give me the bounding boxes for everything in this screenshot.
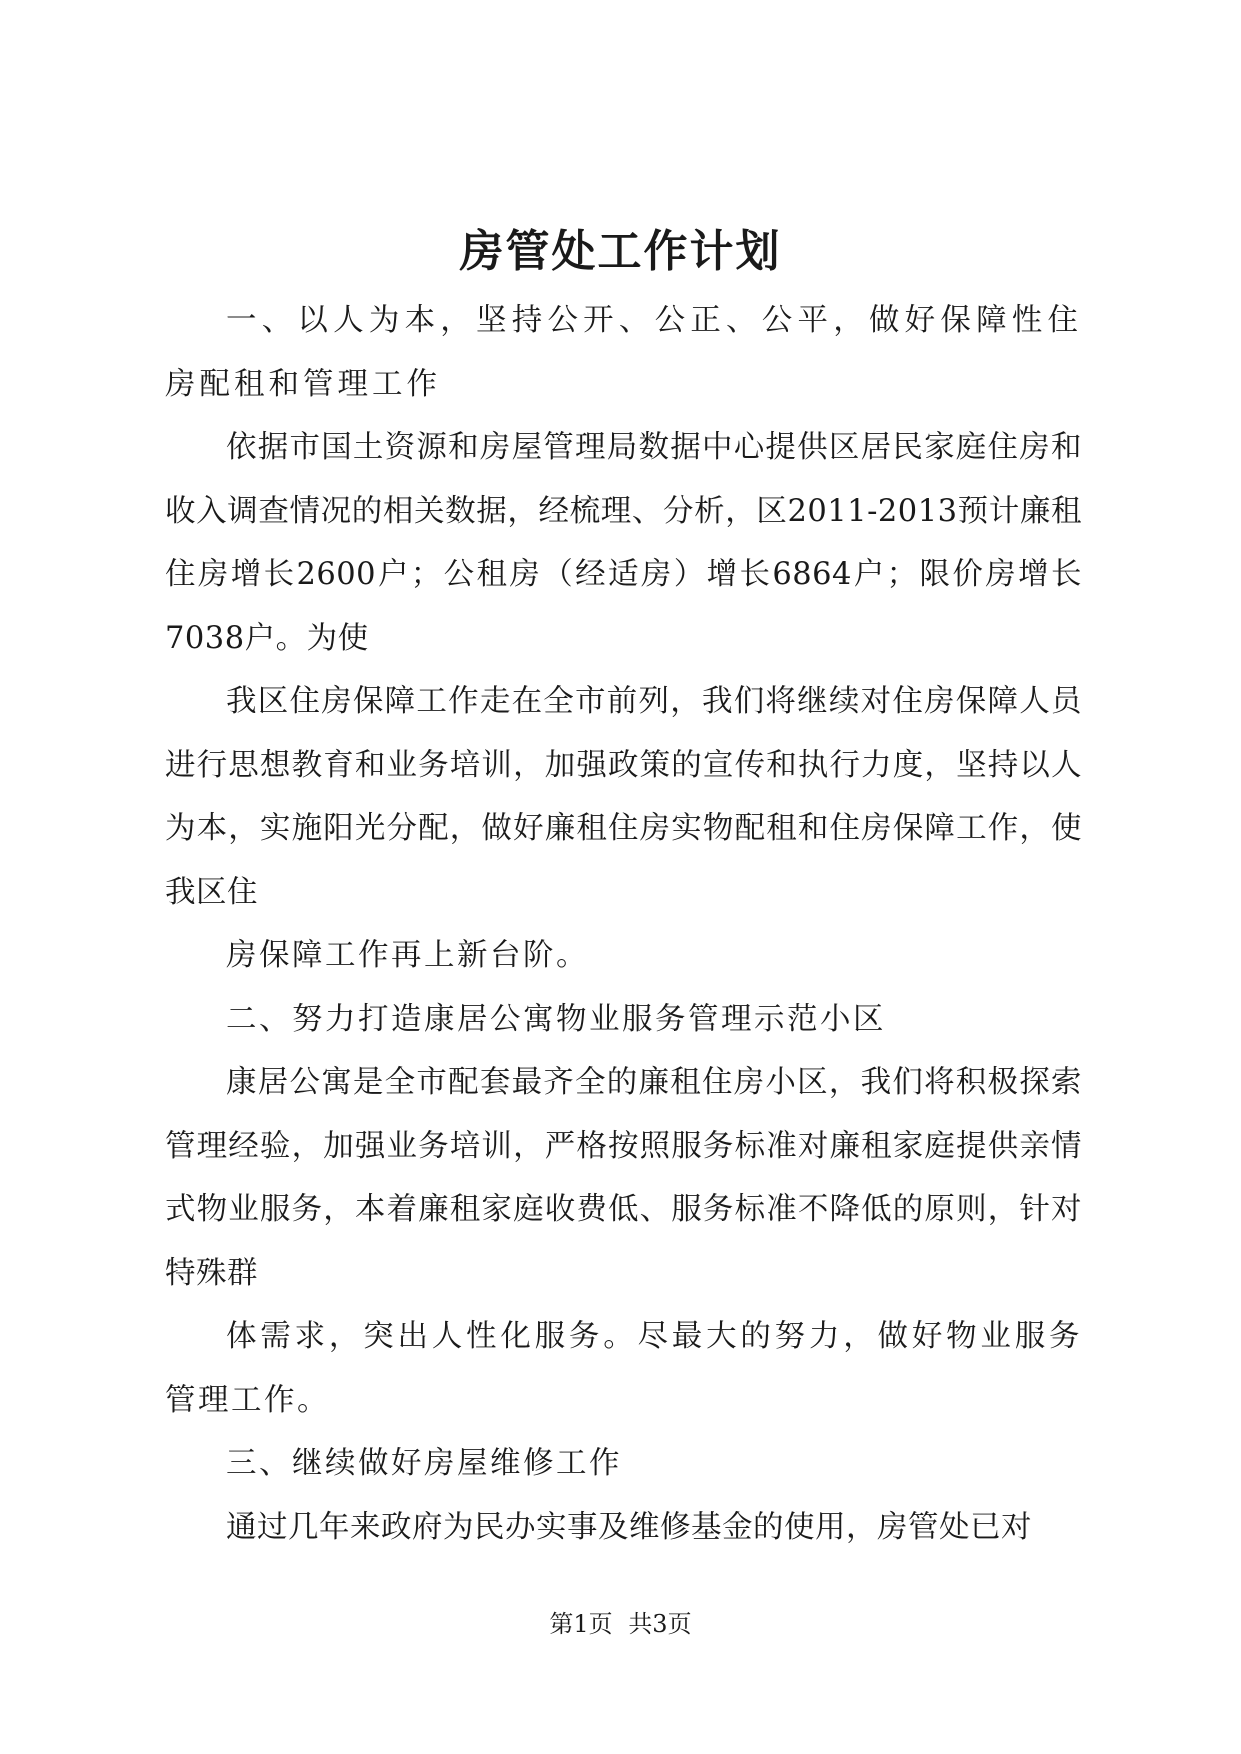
page-total: 共3页 <box>628 1610 692 1638</box>
document-body <box>165 289 1082 1559</box>
section-heading-3: 三、继续做好房屋维修工作 <box>226 1446 622 1481</box>
page-number: 第1页 <box>549 1610 613 1638</box>
paragraph: 依据市国土资源和房屋管理局数据中心提供区居民家庭住房和收入调查情况的相关数据，经梳理、分析，区2011-2013预计廉租住房增长2600户；公租房（经适房）增长6864户；限价房增长7038户。为使 <box>165 430 1082 656</box>
page-footer <box>0 1609 1241 1639</box>
section-heading-1: 一、以人为本，坚持公开、公正、公平，做好保障性住房配租和管理工作 <box>165 303 1082 402</box>
paragraph: 房保障工作再上新台阶。 <box>226 938 589 973</box>
paragraph: 体需求，突出人性化服务。尽最大的努力，做好物业服务管理工作。 <box>165 1319 1082 1418</box>
paragraph: 通过几年来政府为民办实事及维修基金的使用，房管处已对 <box>226 1509 1032 1545</box>
section-heading-2: 二、努力打造康居公寓物业服务管理示范小区 <box>226 1001 886 1037</box>
paragraph: 康居公寓是全市配套最齐全的廉租住房小区，我们将积极探索管理经验，加强业务培训，严格按照服务标准对廉租家庭提供亲情式物业服务，本着廉租家庭收费低、服务标准不降低的原则，针对特殊群 <box>165 1065 1082 1291</box>
paragraph: 我区住房保障工作走在全市前列，我们将继续对住房保障人员进行思想教育和业务培训，加强政策的宣传和执行力度，坚持以人为本，实施阳光分配，做好廉租住房实物配租和住房保障工作，使我区住 <box>165 684 1082 910</box>
document-title: 房管处工作计划 <box>459 226 782 277</box>
